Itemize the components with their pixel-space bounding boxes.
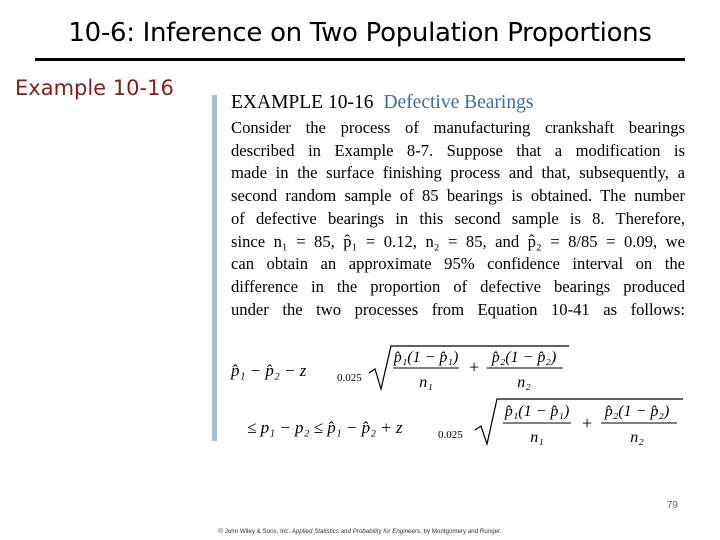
example-line: difference in the proportion of defective bearings produced: [231, 276, 685, 296]
example-line: made in the surface finishing process and that, subsequently, a: [231, 163, 685, 183]
title-underline: [35, 58, 685, 61]
fraction-numerator: p̂₂(1 − p̂₂): [491, 349, 557, 366]
fraction-numerator: p̂₁(1 − p̂₁): [393, 349, 459, 366]
example-line: under the two processes from Equation 10-41 as follows:: [231, 299, 685, 319]
equation-line-1: [229, 343, 579, 393]
example-name: Defective Bearings: [383, 92, 534, 113]
page-number: 79: [666, 500, 678, 511]
fraction-numerator: p̂₂(1 − p̂₂): [604, 403, 670, 420]
example-line: since n₁ = 85, p̂₁ = 0.12, n₂ = 85, and p̂₂ = 8/85 = 0.09, we: [231, 231, 685, 251]
fraction-denominator: n₂: [630, 429, 644, 446]
fraction-denominator: n₁: [530, 429, 544, 446]
footer-suffix: , by Montgomery and Runger.: [420, 528, 502, 535]
example-label: EXAMPLE 10-16: [231, 92, 374, 113]
example-line: Consider the process of manufacturing crankshaft bearings: [231, 118, 685, 137]
example-line: can obtain an approximate 95% confidence interval on the: [231, 254, 685, 274]
example-body: [231, 117, 685, 321]
slide-title: 10-6: Inference on Two Population Proportions: [68, 18, 652, 48]
example-line: second random sample of 85 bearings is obtained. The number: [231, 186, 685, 206]
equation-line-2: [245, 396, 690, 446]
footer-book-title: Applied Statistics and Probability for Engineers: [291, 528, 421, 535]
z-subscript: 0.025: [438, 429, 463, 441]
equation-lhs-2: ≤ p₁ − p₂ ≤ p̂₁ − p̂₂ + z: [247, 418, 403, 437]
footer-prefix: © John Wiley & Sons, Inc.: [218, 528, 292, 535]
fraction-numerator: p̂₁(1 − p̂₁): [504, 403, 570, 420]
plus-sign: +: [582, 413, 593, 433]
slide-subtitle: Example 10-16: [15, 76, 174, 100]
copyright-footer: [0, 528, 720, 535]
fraction-denominator: n₂: [517, 374, 531, 391]
z-subscript: 0.025: [337, 372, 362, 384]
fraction-denominator: n₁: [419, 374, 433, 391]
example-heading: [231, 92, 533, 114]
equation-lhs-1: p̂₁ − p̂₂ − z: [231, 361, 307, 380]
plus-sign: +: [469, 357, 480, 377]
example-side-bar: [212, 95, 217, 441]
example-line: of defective bearings in this second sample is 8. Therefore,: [231, 208, 685, 228]
example-line: described in Example 8-7. Suppose that a modification is: [231, 140, 685, 160]
